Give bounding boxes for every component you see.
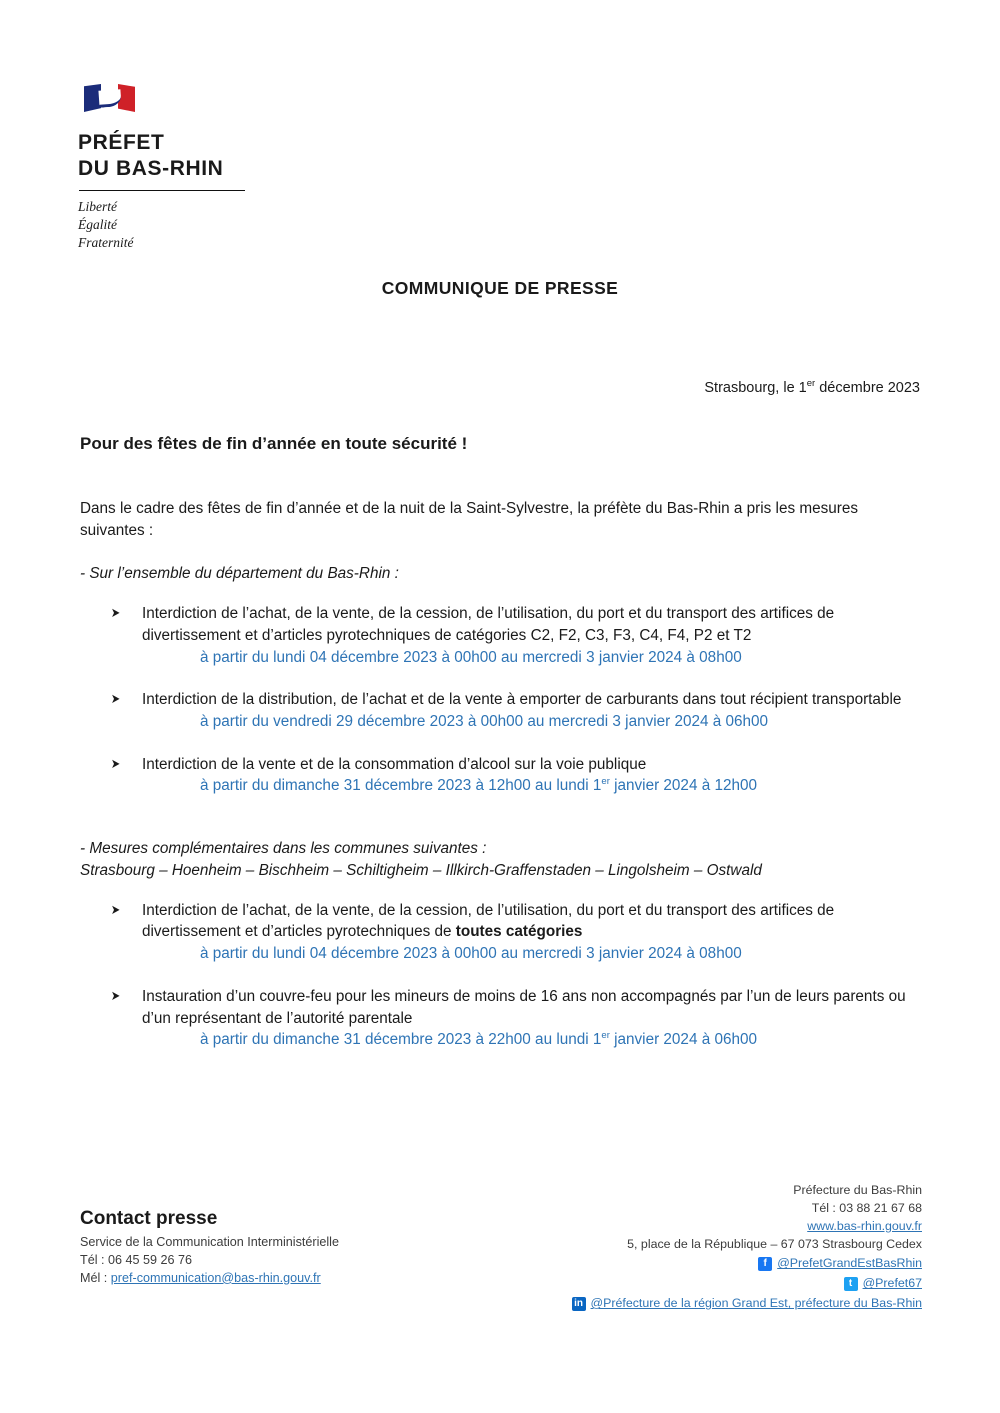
twitter-icon[interactable]: t <box>844 1277 858 1291</box>
measure-period-suffix: janvier 2024 à 06h00 <box>609 1031 757 1049</box>
contact-mail-label: Mél : <box>80 1270 111 1285</box>
linkedin-row[interactable] <box>442 1295 922 1313</box>
dateline-suffix: décembre 2023 <box>815 379 920 396</box>
measures-list-communes <box>80 900 923 1051</box>
logo-title-line1: PRÉFET <box>78 131 165 154</box>
measures-list-department <box>80 603 923 797</box>
contact-mail-line <box>80 1270 500 1288</box>
measure-text: Interdiction de l’achat, de la vente, de la cession, de l’utilisation, du port et du transport des artifices de divertissement et d’articles pyrotechniques de catégories C2, F2, C3, F3, C4, F4, P2 et T2 <box>142 605 835 644</box>
measure-period <box>200 1029 923 1051</box>
contact-block <box>80 1208 500 1288</box>
measure-period-ordinal: er <box>601 1030 610 1042</box>
list-item <box>80 689 923 732</box>
measure-period-prefix: à partir du dimanche 31 décembre 2023 à 22h00 au lundi 1 <box>200 1031 602 1049</box>
contact-service: Service de la Communication Interministérielle <box>80 1235 339 1249</box>
prefecture-address: 5, place de la République – 67 073 Strasbourg Cedex <box>627 1236 922 1251</box>
prefecture-name: Préfecture du Bas-Rhin <box>793 1183 922 1197</box>
facebook-icon[interactable]: f <box>758 1257 772 1271</box>
measure-period-ordinal: er <box>601 776 610 788</box>
prefecture-phone: Tél : 03 88 21 67 68 <box>811 1200 922 1215</box>
document-body <box>80 498 923 1072</box>
linkedin-icon[interactable]: in <box>572 1297 586 1311</box>
measure-period-suffix: janvier 2024 à 12h00 <box>609 777 757 795</box>
twitter-handle-link[interactable]: @Prefet67 <box>862 1276 922 1291</box>
measure-text: Interdiction de la vente et de la consommation d’alcool sur la voie publique <box>142 755 647 773</box>
communes-list: Strasbourg – Hoenheim – Bischheim – Schiltigheim – Illkirch-Graffenstaden – Lingolsheim – Ostwald <box>80 862 762 879</box>
contact-phone: Tél : 06 45 59 26 76 <box>80 1252 193 1267</box>
measure-period: à partir du lundi 04 décembre 2023 à 00h00 au mercredi 3 janvier 2024 à 08h00 <box>200 945 742 963</box>
document-subtitle: Pour des fêtes de fin d’année en toute sécurité ! <box>80 434 468 453</box>
measure-text: Instauration d’un couvre-feu pour les mineurs de moins de 16 ans non accompagnés par l’un de leurs parents ou d’un représentant de l’autorité parentale <box>142 987 906 1027</box>
twitter-row[interactable] <box>442 1275 922 1293</box>
facebook-handle-link[interactable]: @PrefetGrandEstBasRhin <box>777 1256 922 1271</box>
dateline <box>704 378 920 396</box>
facebook-row[interactable] <box>442 1255 922 1273</box>
dateline-prefix: Strasbourg, le 1 <box>704 379 807 396</box>
contact-mail-link[interactable]: pref-communication@bas-rhin.gouv.fr <box>110 1270 321 1285</box>
measure-text-part1: Interdiction de l’achat, de la vente, de la cession, de l’utilisation, du port et du transport des artifices de divertissement et d’articles pyrotechniques de <box>142 901 835 941</box>
list-item <box>80 900 923 965</box>
measure-period <box>200 775 923 797</box>
measure-period: à partir du vendredi 29 décembre 2023 à 00h00 au mercredi 3 janvier 2024 à 06h00 <box>200 713 769 731</box>
list-item <box>80 603 923 668</box>
measure-period: à partir du lundi 04 décembre 2023 à 00h00 au mercredi 3 janvier 2024 à 08h00 <box>200 648 742 666</box>
page-title: COMMUNIQUE DE PRESSE <box>381 278 619 298</box>
list-item <box>80 986 923 1051</box>
republic-motto <box>78 198 308 252</box>
measure-text-emphasis: toutes catégories <box>455 923 583 941</box>
prefecture-website-link[interactable]: www.bas-rhin.gouv.fr <box>807 1218 922 1233</box>
linkedin-handle-link[interactable]: @Préfecture de la région Grand Est, préfecture du Bas-Rhin <box>590 1296 922 1311</box>
contact-title: Contact presse <box>80 1208 218 1229</box>
section-heading-department: - Sur l’ensemble du département du Bas-Rhin : <box>80 565 399 583</box>
measure-text <box>142 902 834 941</box>
measure-period-prefix: à partir du dimanche 31 décembre 2023 à 12h00 au lundi 1 <box>200 777 602 795</box>
letterhead-logo <box>78 78 308 252</box>
section-spacer <box>80 818 923 838</box>
motto-egalite: Égalité <box>78 217 117 233</box>
measure-text: Interdiction de la distribution, de l’achat et de la vente à emporter de carburants dans tout récipient transportable <box>142 691 902 709</box>
logo-title <box>78 130 308 181</box>
french-flag-icon <box>82 78 146 120</box>
section-heading-communes-label: - Mesures complémentaires dans les communes suivantes : <box>80 840 487 858</box>
logo-title-line2: DU BAS-RHIN <box>78 156 224 180</box>
motto-fraternite: Fraternité <box>78 235 134 251</box>
prefecture-info-block <box>442 1182 922 1313</box>
dateline-ordinal: er <box>806 378 816 389</box>
intro-paragraph: Dans le cadre des fêtes de fin d’année et de la nuit de la Saint-Sylvestre, la préfète du Bas-Rhin a pris les mesures suivantes : <box>80 500 859 539</box>
list-item <box>80 754 923 798</box>
logo-divider <box>79 190 245 191</box>
section-heading-communes <box>80 838 923 881</box>
motto-liberte: Liberté <box>78 199 117 215</box>
